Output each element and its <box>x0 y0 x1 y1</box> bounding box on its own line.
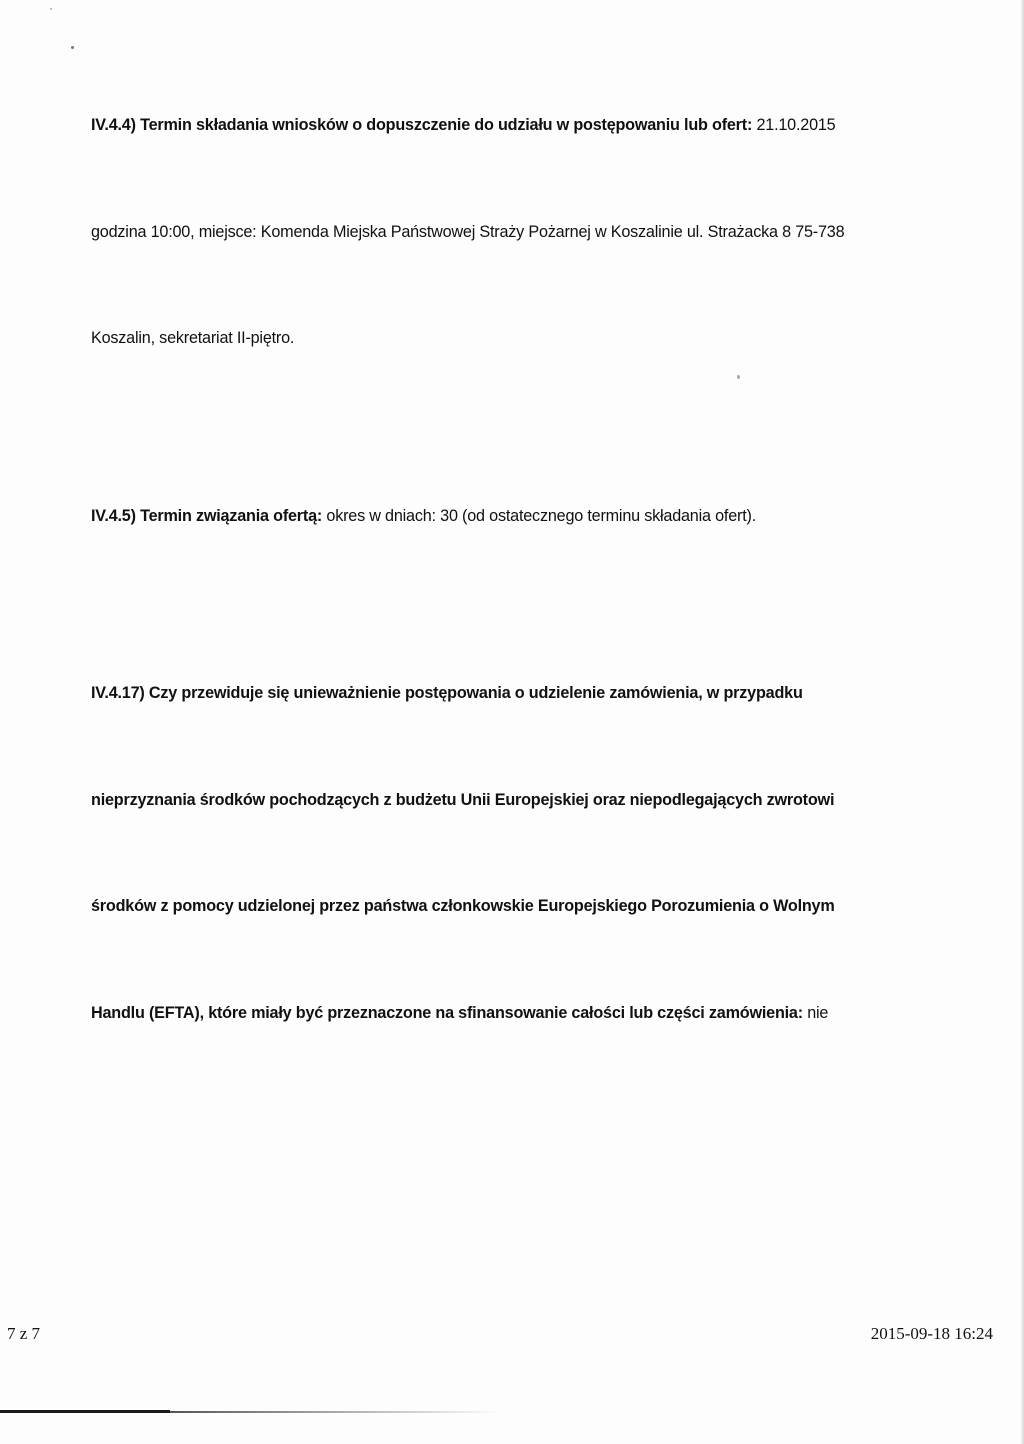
page-number: 7 z 7 <box>7 1324 41 1343</box>
section-iv-4-5-heading: IV.4.5) Termin związania ofertą: <box>91 506 323 525</box>
section-iv-4-17-line-4-bold: Handlu (EFTA), które miały być przeznaczone na sfinansowanie całości lub części zamówienia: <box>91 1003 803 1022</box>
section-iv-4-17-line-4 <box>91 996 911 1032</box>
section-iv-4-4 <box>91 37 911 428</box>
section-iv-4-17-line-1: IV.4.17) Czy przewiduje się unieważnienie postępowania o udzielenie zamówienia, w przypadku <box>91 684 803 702</box>
section-iv-4-17 <box>91 605 911 1102</box>
scan-right-edge <box>1020 0 1024 1444</box>
scan-speck <box>71 46 74 49</box>
section-iv-4-5-line <box>91 499 911 535</box>
scan-edge-line <box>0 1410 170 1413</box>
cancellation-answer: nie <box>802 1003 829 1022</box>
print-datetime: 2015-09-18 16:24 <box>870 1324 993 1343</box>
section-iv-4-5 <box>91 428 911 606</box>
binding-period-text: okres w dniach: 30 (od ostatecznego terminu składania ofert). <box>322 506 756 525</box>
scan-speck <box>737 375 740 379</box>
offer-deadline-date: 21.10.2015 <box>752 116 836 134</box>
section-iv-4-17-line-3: środków z pomocy udzielonej przez państwa członkowskie Europejskiego Porozumienia o Wolnym <box>91 897 835 915</box>
section-iv-4-4-line-1 <box>91 108 911 144</box>
section-iv-4-4-line-3: Koszalin, sekretariat II-piętro. <box>91 329 295 347</box>
section-iv-4-17-line-2: nieprzyznania środków pochodzących z budżetu Unii Europejskiej oraz niepodlegających zwrotowi <box>91 790 835 809</box>
document-body <box>91 37 911 1102</box>
scan-edge-fade <box>170 1411 500 1413</box>
section-iv-4-4-line-2: godzina 10:00, miejsce: Komenda Miejska Państwowej Straży Pożarnej w Koszalinie ul. Strażacka 8 75-738 <box>91 222 845 241</box>
section-iv-4-4-heading: IV.4.4) Termin składania wniosków o dopuszczenie do udziału w postępowaniu lub ofert: <box>91 116 753 134</box>
scan-speck <box>50 8 52 10</box>
